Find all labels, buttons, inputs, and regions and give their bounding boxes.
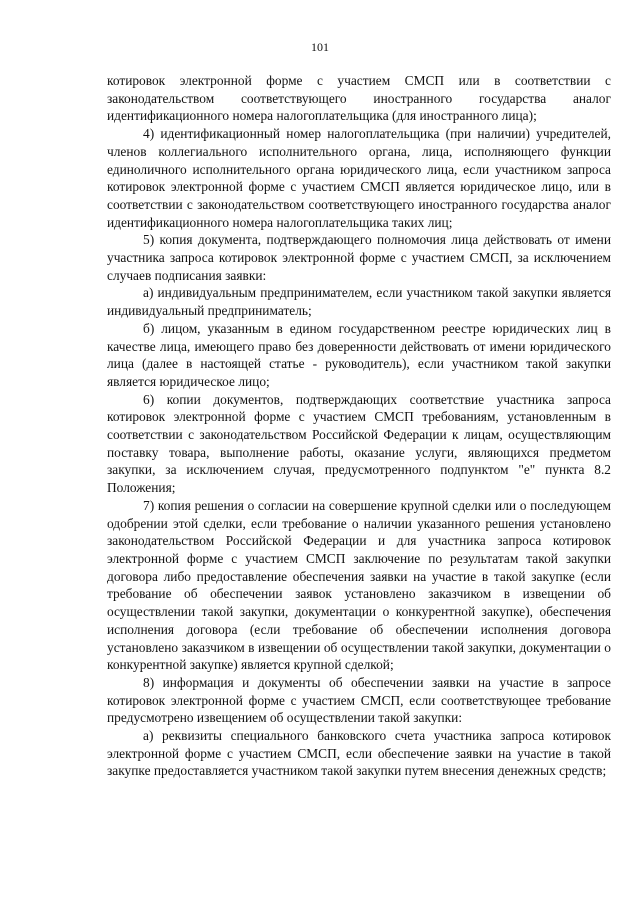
paragraph-item-8: 8) информация и документы об обеспечении заявки на участие в запросе котировок электронной форме с участием СМСП, если соответствующее требование предусмотрено извещением об осуществлении такой закупки: — [107, 674, 611, 726]
paragraph-item-7: 7) копия решения о согласии на совершение крупной сделки или о последующем одобрении этой сделки, если требование о наличии указанного решения установлено законодательством Российской Федерации и для участника запроса котировок электронной форме с участием СМСП заключение по результатам такой закупки договора либо предоставление обеспечения заявки на участие в такой закупке (если требование об обеспечении заявок установлено заказчиком в извещении об осуществлении такой закупки, документации о конкурентной закупке), обеспечения исполнения договора (если требование об обеспечении исполнения договора установлено заказчиком в извещении об осуществлении такой закупки, документации о конкурентной закупке) является крупной сделкой; — [107, 497, 611, 673]
paragraph-item-5a: а) индивидуальным предпринимателем, если участником такой закупки является индивидуальный предприниматель; — [107, 285, 611, 319]
paragraph-item-5: 5) копия документа, подтверждающего полномочия лица действовать от имени участника запроса котировок электронной форме с участием СМСП, за исключением случаев подписания заявки: — [107, 232, 611, 283]
paragraph-item-5b: б) лицом, указанным в едином государственном реестре юридических лиц в качестве лица, имеющего право без доверенности действовать от имени юридического лица (далее в настоящей статье - руководитель), если участником такой закупки является юридическое лицо; — [107, 320, 611, 389]
paragraph-item-6: 6) копии документов, подтверждающих соответствие участника запроса котировок электронной форме с участием СМСП требованиям, установленным в соответствии с законодательством Российской Федерации к лицам, осуществляющим поставку товара, выполнение работы, оказание услуги, являющихся предметом закупки, за исключением случая, предусмотренного подпунктом "е" пункта 8.2 Положения; — [107, 391, 611, 496]
paragraph-item-8a: а) реквизиты специального банковского счета участника запроса котировок электронной форме с участием СМСП, если обеспечение заявки на участие в такой закупке предоставляется участником такой закупки путем внесения денежных средств; — [107, 728, 611, 779]
document-body — [107, 72, 611, 780]
paragraph-item-4: 4) идентификационный номер налогоплательщика (при наличии) учредителей, членов коллегиального исполнительного органа, лица, исполняющего функции единоличного исполнительного органа юридического лица, если участником запроса котировок электронной форме с участием СМСП является юридическое лицо, или в соответствии с законодательством соответствующего иностранного государства аналог идентификационного номера налогоплательщика таких лиц; — [107, 126, 611, 230]
paragraph-continuation: котировок электронной форме с участием СМСП или в соответствии с законодательством соответствующего иностранного государства аналог идентификационного номера налогоплательщика (для иностранного лица); — [107, 73, 611, 124]
page-number: 101 — [311, 40, 329, 54]
